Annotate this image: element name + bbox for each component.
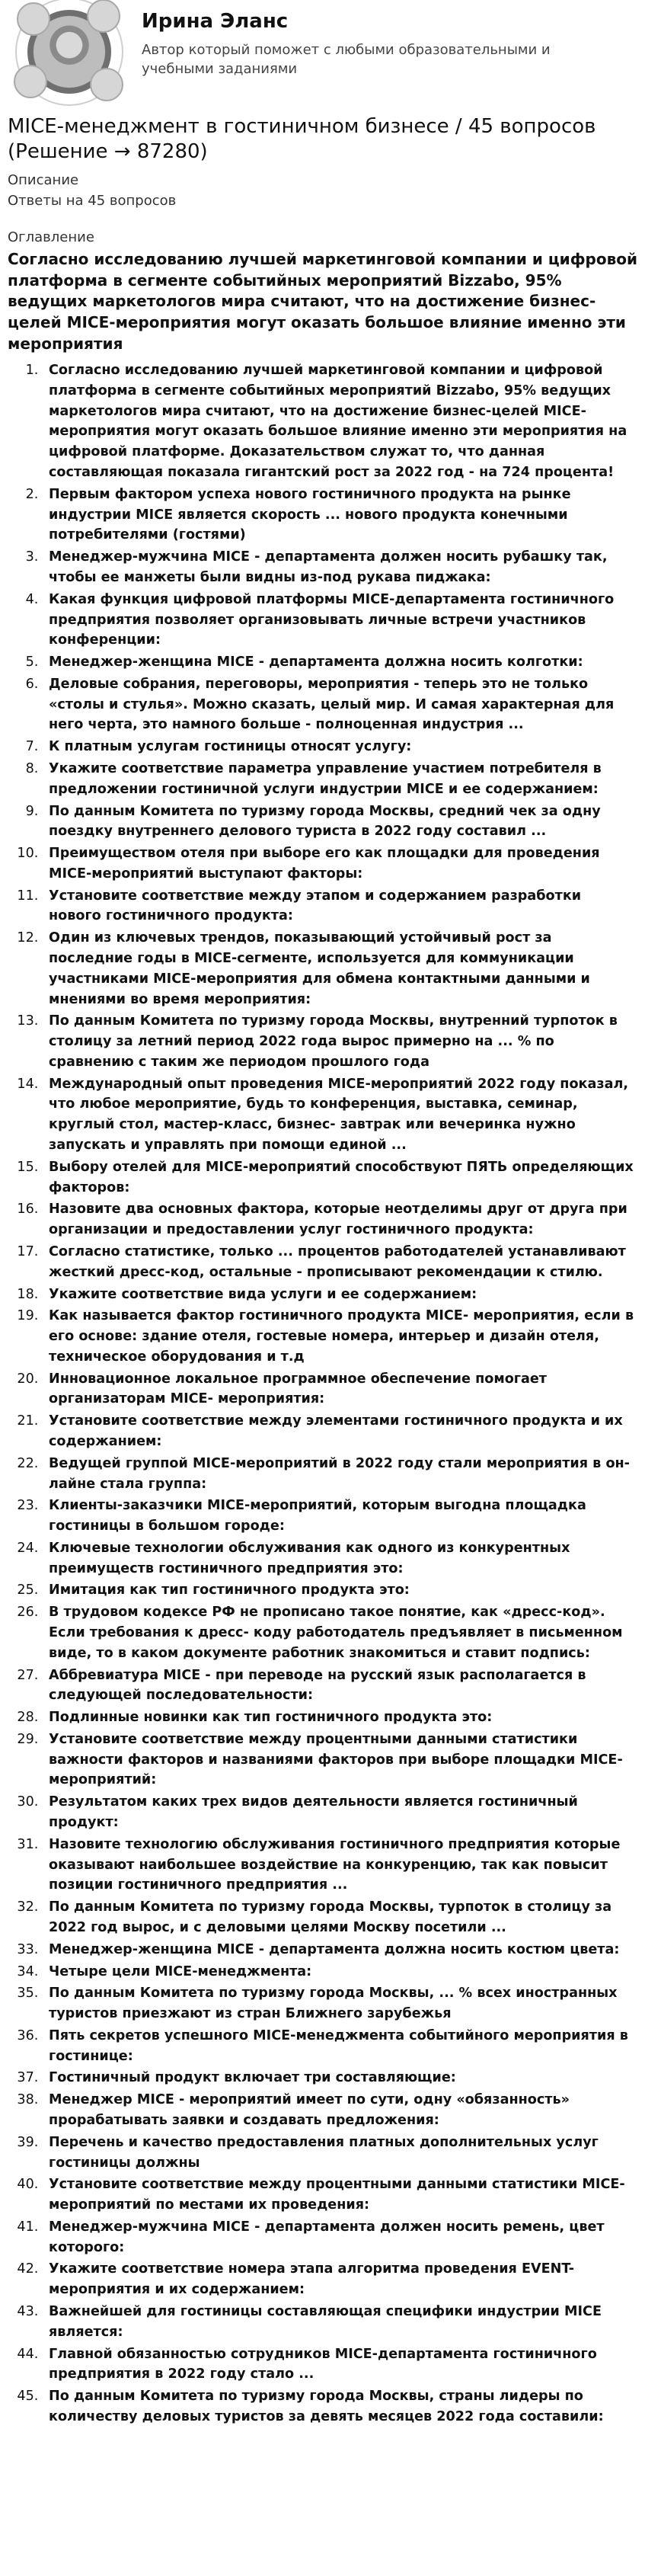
question-item: 31. Назовите технологию обслуживания гостиничного предприятия которые оказывают наибольшее воздействие на конкуренцию, так как повысит позиции гостиничного предприятия ... <box>43 1835 637 1896</box>
question-item: 27. Аббревиатура MICE - при переводе на русский язык располагается в следующей последовательности: <box>43 1666 637 1707</box>
question-item: 39. Перечень и качество предоставления платных дополнительных услуг гостиницы должны <box>43 2133 637 2174</box>
question-item: 8. Укажите соответствие параметра управление участием потребителя в предложении гостиничной услуги индустрии MICE и ее содержанием: <box>43 759 637 800</box>
avatar-wrapper <box>8 3 131 101</box>
author-info <box>131 3 583 78</box>
question-item: 25. Имитация как тип гостиничного продукта это: <box>43 1580 637 1601</box>
toc-label: Оглавление <box>8 229 94 245</box>
question-item: 23. Клиенты-заказчики MICE-мероприятий, которым выгодна площадка гостиницы в большом городе: <box>43 1496 637 1537</box>
spacer <box>8 213 637 226</box>
question-item: 44. Главной обязанностью сотрудников MICE-департамента гостиничного предприятия в 2022 году стало ... <box>43 2344 637 2386</box>
question-item: 2. Первым фактором успеха нового гостиничного продукта на рынке индустрии MICE является скорость ... нового продукта конечными потребителями (гостями) <box>43 485 637 546</box>
question-item: 40. Установите соответствие между процентными данными статистики MICE-мероприятий по местами их проведения: <box>43 2174 637 2216</box>
document-title: MICE-менеджмент в гостиничном бизнесе / 45 вопросов (Решение → 87280) <box>8 115 596 163</box>
answers-note: Ответы на 45 вопросов <box>8 193 177 210</box>
lead-question: Согласно исследованию лучшей маркетинговой компании и цифровой платформа в сегменте событийных мероприятий Bizzabo, 95% ведущих маркетологов мира считают, что на достижение бизнес-целей MICE-мероприятия могут оказать большое влияние именно эти мероприятия <box>8 250 638 353</box>
question-item: 10. Преимуществом отеля при выборе его как площадки для проведения MICE-мероприятий выступают факторы: <box>43 843 637 885</box>
question-item: 13. По данным Комитета по туризму города Москвы, внутренний турпоток в столицу за летний период 2022 года вырос примерно на ... % по сравнению с таким же периодом прошлого года <box>43 1011 637 1072</box>
question-item: 3. Менеджер-мужчина MICE - департамента должен носить рубашку так, чтобы ее манжеты были видны из-под рукава пиджака: <box>43 547 637 588</box>
question-item: 24. Ключевые технологии обслуживания как одного из конкурентных преимуществ гостиничного предприятия это: <box>43 1538 637 1579</box>
question-item: 12. Один из ключевых трендов, показывающий устойчивый рост за последние годы в MICE-сегменте, используется для коммуникации участниками MICE-мероприятия для обмена контактными данными и мнениями во время мероприятия: <box>43 928 637 1010</box>
question-item: 19. Как называется фактор гостиничного продукта MICE- мероприятия, если в его основе: здание отеля, гостевые номера, интерьер и дизайн отеля, техническое оборудования и т.д <box>43 1306 637 1367</box>
questions-list <box>8 360 637 2427</box>
question-item: 42. Укажите соответствие номера этапа алгоритма проведения EVENT-мероприятия и их содержанием: <box>43 2259 637 2300</box>
question-item: 16. Назовите два основных фактора, которые неотделимы друг от друга при организации и предоставлении услуг гостиничного продукта: <box>43 1199 637 1240</box>
author-description: Автор который поможет с любыми образовательными и учебными заданиями <box>142 41 551 77</box>
question-item: 41. Менеджер-мужчина MICE - департамента должен носить ремень, цвет которого: <box>43 2217 637 2258</box>
question-item: 43. Важнейшей для гостиницы составляющая специфики индустрии MICE является: <box>43 2302 637 2343</box>
question-item: 21. Установите соответствие между элементами гостиничного продукта и их содержанием: <box>43 1411 637 1452</box>
question-item: 22. Ведущей группой MICE-мероприятий в 2022 году стали мероприятия в он-лайне стала группа: <box>43 1454 637 1495</box>
question-item: 15. Выбору отелей для MICE-мероприятий способствуют ПЯТЬ определяющих факторов: <box>43 1157 637 1198</box>
description-label: Описание <box>8 172 79 188</box>
question-item: 37. Гостиничный продукт включает три составляющие: <box>43 2068 637 2088</box>
question-item: 20. Инновационное локальное программное обеспечение помогает организаторам MICE- мероприятия: <box>43 1369 637 1410</box>
question-item: 11. Установите соответствие между этапом и содержанием разработки нового гостиничного продукта: <box>43 886 637 927</box>
question-item: 9. По данным Комитета по туризму города Москвы, средний чек за одну поездку внутреннего делового туриста в 2022 году составил ... <box>43 802 637 843</box>
question-item: 34. Четыре цели MICE-менеджмента: <box>43 1962 637 1982</box>
question-item: 7. К платным услугам гостиницы относят услугу: <box>43 737 637 757</box>
question-item: 28. Подлинные новинки как тип гостиничного продукта это: <box>43 1707 637 1728</box>
question-item: 6. Деловые собрания, переговоры, мероприятия - теперь это не только «столы и стулья». Можно сказать, целый мир. И самая характерная для него черта, это намного больше - полноценная индустрия ... <box>43 674 637 735</box>
question-item: 14. Международный опыт проведения MICE-мероприятий 2022 году показал, что любое мероприятие, будь то конференция, выставка, семинар, круглый стол, мастер-класс, бизнес- завтрак или вечеринка нужно запускать и управлять при помощи единой ... <box>43 1074 637 1156</box>
question-item: 4. Какая функция цифровой платформы MICE-департамента гостиничного предприятия позволяет организовывать личные встречи участников конференции: <box>43 590 637 651</box>
author-name[interactable]: Ирина Эланс <box>142 10 289 33</box>
question-item: 29. Установите соответствие между процентными данными статистики важности факторов и названиями факторов при выборе площадки MICE-мероприятий: <box>43 1730 637 1790</box>
author-card <box>8 0 637 101</box>
question-item: 38. Менеджер MICE - мероприятий имеет по сути, одну «обязанность» прорабатывать заявки и создавать предложения: <box>43 2090 637 2131</box>
question-item: 36. Пять секретов успешного MICE-менеджмента событийного мероприятия в гостинице: <box>43 2026 637 2067</box>
question-item: 30. Результатом каких трех видов деятельности является гостиничный продукт: <box>43 1792 637 1833</box>
question-item: 1. Согласно исследованию лучшей маркетинговой компании и цифровой платформа в сегменте событийных мероприятий Bizzabo, 95% ведущих маркетологов мира считают, что на достижение бизнес-целей MICE-мероприятия могут оказать большое влияние именно эти мероприятия на цифровой платформе. Доказательством служат то, что данная составляющая показала гигантский рост за 2022 год - на 724 процента! <box>43 360 637 483</box>
question-item: 45. По данным Комитета по туризму города Москвы, страны лидеры по количеству деловых туристов за девять месяцев 2022 года составили: <box>43 2386 637 2427</box>
question-item: 17. Согласно статистике, только ... процентов работодателей устанавливают жесткий дресс-код, остальные - прописывают рекомендации к стилю. <box>43 1242 637 1283</box>
question-item: 33. Менеджер-женщина MICE - департамента должна носить костюм цвета: <box>43 1940 637 1960</box>
question-item: 5. Менеджер-женщина MICE - департамента должна носить колготки: <box>43 652 637 673</box>
question-item: 35. По данным Комитета по туризму города Москвы, ... % всех иностранных туристов приезжают из стран Ближнего зарубежья <box>43 1983 637 2024</box>
question-item: 26. В трудовом кодексе РФ не прописано такое понятие, как «дресс-код». Если требования к дресс- коду работодатель предъявляет в письменном виде, то в каком документе работник знакомиться и ставит подпись: <box>43 1602 637 1663</box>
question-item: 18. Укажите соответствие вида услуги и ее содержанием: <box>43 1285 637 1305</box>
avatar[interactable] <box>27 10 111 94</box>
question-item: 32. По данным Комитета по туризму города Москвы, турпоток в столицу за 2022 год вырос, и с деловыми целями Москву посетили ... <box>43 1897 637 1938</box>
